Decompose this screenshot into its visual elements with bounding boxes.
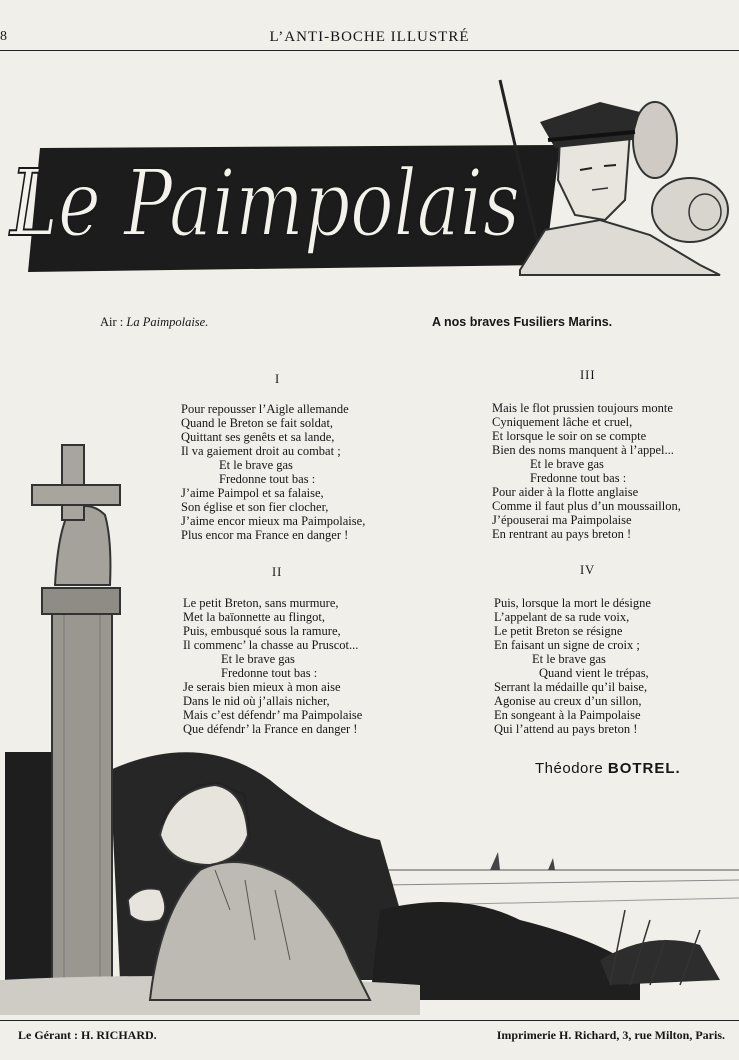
stanza-line: J’aime Paimpol et sa falaise, [181,486,324,500]
stanza-line: Puis, embusqué sous la ramure, [183,624,341,638]
stanza-line: En songeant à la Paimpolaise [494,708,641,722]
stanza-line: Et le brave gas [221,652,295,666]
stanza-line: Serrant la médaille qu’il baise, [494,680,648,694]
stanza-line: Fredonne tout bas : [221,666,318,680]
stanza-line: Plus encor ma France en danger ! [181,528,349,542]
top-rule [0,50,739,51]
stanza-line: Son église et son fier clocher, [181,500,329,514]
stanza-line: En rentrant au pays breton ! [492,527,632,541]
stanza-line: Pour aider à la flotte anglaise [492,485,639,499]
stanza-numeral-i: I [275,372,281,386]
stanza-line: Le petit Breton se résigne [494,624,623,638]
running-title: L’ANTI-BOCHE ILLUSTRÉ [269,29,470,45]
stanza-line: Et lorsque le soir on se compte [492,429,647,443]
stanza-line: Quittant ses genêts et sa lande, [181,430,335,444]
stanza-line: Dans le nid où j’allais nicher, [183,694,330,708]
stanza-line: Comme il faut plus d’un moussaillon, [492,499,681,513]
air-label: Air : [100,315,124,329]
stanza-line: Cyniquement lâche et cruel, [492,415,633,429]
stanza-line: Met la baïonnette au flingot, [183,610,325,624]
stanza-line: Mais c’est défendr’ ma Paimpolaise [183,708,363,722]
stanza-line: Fredonne tout bas : [530,471,627,485]
stanza-line: En faisant un signe de croix ; [494,638,640,652]
stanza-line: Le petit Breton, sans murmure, [183,596,339,610]
footer-publisher: Le Gérant : H. RICHARD. [18,1028,157,1042]
stanza-numeral-iv: IV [580,563,596,577]
stanza-line: Agonise au creux d’un sillon, [494,694,642,708]
stanza-numeral-ii: II [272,565,283,579]
page-number: 8 [0,29,7,44]
stanza-line: Fredonne tout bas : [219,472,316,486]
stanza-line: L’appelant de sa rude voix, [494,610,630,624]
air-tune: La Paimpolaise. [126,315,209,329]
stanza-line: Puis, lorsque la mort le désigne [494,596,651,610]
stanza-line: Il commenc’ la chasse au Pruscot... [183,638,359,652]
stanza-line: Il va gaiement droit au combat ; [181,444,341,458]
stanza-line: Qui l’attend au pays breton ! [494,722,638,736]
stanza-line: Et le brave gas [530,457,604,471]
banner-title [0,125,530,295]
author-first-name: Théodore [535,760,604,777]
banner-title-text: Le Paimpolais [8,150,521,257]
stanza-line: Que défendr’ la France en danger ! [183,722,358,736]
stanza-line: Pour repousser l’Aigle allemande [181,402,349,416]
author-last-name: BOTREL. [607,760,681,777]
stanza-line: Quand le Breton se fait soldat, [181,416,334,430]
stanza-numeral-iii: III [580,368,596,382]
stanza-line: Mais le flot prussien toujours monte [492,401,673,415]
calvary-illustration [0,440,739,1015]
stanza-line: J’épouserai ma Paimpolaise [492,513,632,527]
bottom-rule [0,1020,739,1021]
stanza-line: Je serais bien mieux à mon aise [183,680,341,694]
air-line [100,315,208,330]
stanza-line: Et le brave gas [532,652,606,666]
dedication: A nos braves Fusiliers Marins. [432,315,613,329]
stanza-line: Quand vient le trépas, [539,666,649,680]
stanza-line: J’aime encor mieux ma Paimpolaise, [181,514,366,528]
stanza-line: Et le brave gas [219,458,293,472]
stanza-line: Bien des noms manquent à l’appel... [492,443,674,457]
footer-printer: Imprimerie H. Richard, 3, rue Milton, Paris. [496,1028,725,1042]
